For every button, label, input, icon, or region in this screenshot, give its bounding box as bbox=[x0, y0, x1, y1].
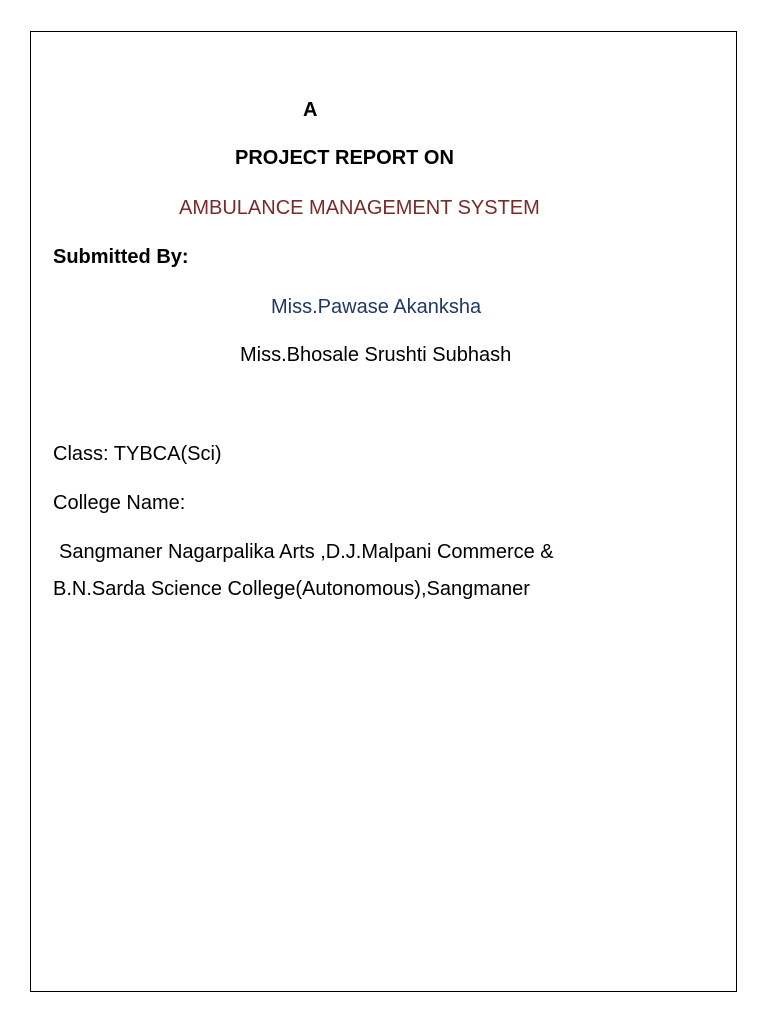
student-name-2: Miss.Bhosale Srushti Subhash bbox=[240, 344, 512, 366]
heading-project-report: PROJECT REPORT ON bbox=[235, 147, 454, 169]
heading-letter-a: A bbox=[303, 99, 318, 121]
college-name-line-1: Sangmaner Nagarpalika Arts ,D.J.Malpani Commerce & bbox=[59, 541, 554, 563]
project-title: AMBULANCE MANAGEMENT SYSTEM bbox=[179, 197, 540, 219]
student-name-1: Miss.Pawase Akanksha bbox=[271, 296, 482, 318]
submitted-by-label: Submitted By: bbox=[53, 246, 189, 268]
college-name-line-2: B.N.Sarda Science College(Autonomous),Sangmaner bbox=[53, 578, 530, 600]
college-name-label: College Name: bbox=[53, 492, 186, 514]
class-line: Class: TYBCA(Sci) bbox=[53, 443, 222, 465]
